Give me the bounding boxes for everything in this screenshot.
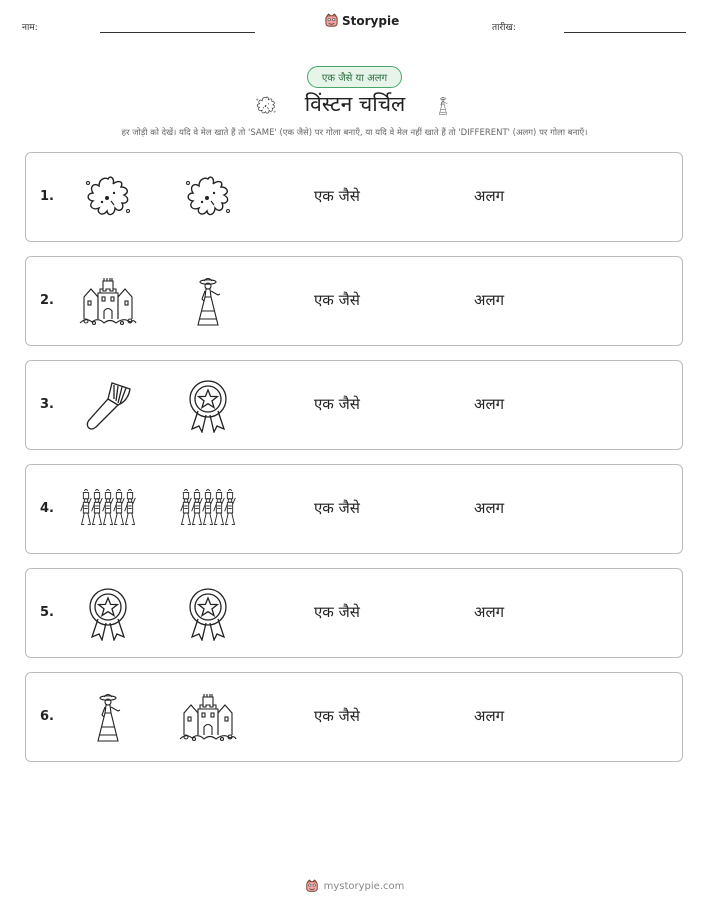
question-row (25, 568, 683, 658)
question-row (25, 152, 683, 242)
option-same[interactable]: एक जैसे (314, 499, 360, 517)
question-row (25, 256, 683, 346)
option-same[interactable]: एक जैसे (314, 603, 360, 621)
splat-icon (253, 93, 279, 119)
question-number: 4. (40, 501, 54, 516)
question-number: 3. (40, 397, 54, 412)
option-same[interactable]: एक जैसे (314, 291, 360, 309)
option-same[interactable]: एक जैसे (314, 187, 360, 205)
option-different[interactable]: अलग (474, 499, 505, 517)
question-number: 1. (40, 189, 54, 204)
brand-logo (324, 13, 399, 28)
option-same[interactable]: एक जैसे (314, 395, 360, 413)
question-number: 5. (40, 605, 54, 620)
option-different[interactable]: अलग (474, 291, 505, 309)
castle-icon (178, 691, 238, 745)
date-line[interactable] (564, 32, 686, 33)
question-row (25, 360, 683, 450)
question-number: 6. (40, 709, 54, 724)
option-different[interactable]: अलग (474, 603, 505, 621)
date-label: तारीख: (492, 23, 516, 33)
option-same[interactable]: एक जैसे (314, 707, 360, 725)
lady-icon (178, 275, 238, 329)
option-different[interactable]: अलग (474, 395, 505, 413)
lady-icon (78, 691, 138, 745)
page-title: विंस्टन चर्चिल (304, 92, 406, 116)
storypie-icon (324, 13, 339, 28)
topic-badge: एक जैसे या अलग (307, 66, 402, 88)
splat-icon (78, 171, 138, 225)
castle-icon (78, 275, 138, 329)
name-line[interactable] (100, 32, 255, 33)
question-row (25, 464, 683, 554)
fan-icon (78, 379, 138, 433)
instructions: हर जोड़ी को देखें। यदि वे मेल खाते हैं तो 'SAME' (एक जैसे) पर गोला बनाएँ, या यदि वे मेल नहीं खाते हैं तो 'DIFFERENT' (अलग) पर गोला बनाएँ। (121, 128, 588, 138)
splat-icon (178, 171, 238, 225)
medal-icon (178, 587, 238, 641)
worksheet-header (0, 0, 709, 44)
brand-name: Storypie (342, 13, 400, 28)
footer (0, 879, 709, 893)
soldiers-icon (178, 483, 238, 537)
lady-icon (432, 91, 454, 121)
soldiers-icon (78, 483, 138, 537)
footer-url: mystorypie.com (323, 880, 405, 892)
option-different[interactable]: अलग (474, 187, 505, 205)
medal-icon (78, 587, 138, 641)
question-number: 2. (40, 293, 54, 308)
option-different[interactable]: अलग (474, 707, 505, 725)
storypie-icon (305, 879, 319, 893)
name-label: नाम: (22, 23, 38, 33)
medal-icon (178, 379, 238, 433)
question-row (25, 672, 683, 762)
